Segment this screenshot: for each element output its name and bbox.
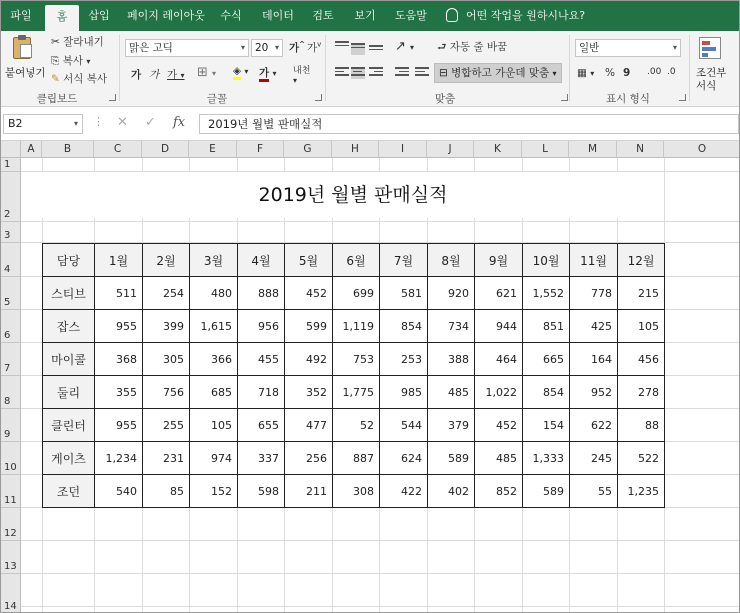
- sales-value-cell[interactable]: 85: [143, 475, 190, 508]
- number-format-select[interactable]: [575, 39, 681, 57]
- sales-value-cell[interactable]: 1,235: [618, 475, 665, 508]
- insert-function-icon[interactable]: fx: [173, 115, 186, 130]
- row-header-2[interactable]: [1, 172, 21, 222]
- column-header-g[interactable]: G: [284, 141, 332, 158]
- row-header-13[interactable]: [1, 541, 21, 574]
- column-header-m[interactable]: M: [569, 141, 617, 158]
- row-number: 14: [4, 601, 17, 612]
- merge-center-button[interactable]: [434, 63, 562, 83]
- gridline: [21, 606, 740, 607]
- sales-value-cell[interactable]: 589: [428, 442, 475, 475]
- column-header-e[interactable]: E: [189, 141, 237, 158]
- table-header-row: [43, 244, 665, 277]
- border-icon[interactable]: ⊞ ▾: [197, 65, 217, 80]
- select-all-corner[interactable]: [1, 141, 21, 158]
- sales-value-cell[interactable]: 955: [95, 310, 143, 343]
- conditional-formatting-button[interactable]: [695, 35, 740, 91]
- sales-value-cell[interactable]: 887: [333, 442, 380, 475]
- sales-value-cell[interactable]: 255: [143, 409, 190, 442]
- sales-value-cell[interactable]: 253: [380, 343, 428, 376]
- ribbon-tab-bar: [1, 1, 740, 31]
- header-cell[interactable]: 6월: [333, 244, 380, 277]
- tab-data[interactable]: 데이터: [262, 9, 294, 22]
- copy-icon: ⎘: [51, 55, 60, 67]
- copy-button[interactable]: [51, 53, 90, 68]
- row-header-8[interactable]: [1, 376, 21, 409]
- align-top-icon[interactable]: [335, 41, 349, 53]
- column-header-n[interactable]: N: [617, 141, 664, 158]
- decrease-decimal-icon[interactable]: .0: [667, 67, 676, 77]
- chevron-down-icon: ▾: [552, 69, 557, 78]
- sales-value-cell[interactable]: 1,022: [475, 376, 523, 409]
- sales-value-cell[interactable]: 598: [238, 475, 285, 508]
- sales-value-cell[interactable]: 1,552: [523, 277, 570, 310]
- row-header-11[interactable]: [1, 475, 21, 508]
- salesperson-cell[interactable]: 스티브: [43, 277, 95, 310]
- fill-color-icon[interactable]: ◈ ▾: [233, 65, 248, 77]
- format-painter-icon: ✎: [51, 73, 60, 85]
- italic-icon[interactable]: 가: [149, 69, 160, 81]
- sales-value-cell[interactable]: 589: [523, 475, 570, 508]
- bold-icon[interactable]: 가: [131, 69, 142, 81]
- sales-value-cell[interactable]: 854: [380, 310, 428, 343]
- underline-icon[interactable]: 가 ▾: [167, 69, 185, 81]
- merge-center-label: 병합하고 가운데 맞춤: [451, 67, 550, 79]
- row-number: 10: [4, 462, 17, 473]
- row-number: 13: [4, 561, 17, 572]
- percent-icon[interactable]: %: [605, 67, 615, 79]
- sales-value-cell[interactable]: 985: [380, 376, 428, 409]
- row-number: 8: [4, 396, 11, 407]
- sales-value-cell[interactable]: 665: [523, 343, 570, 376]
- orientation-icon[interactable]: ↗ ▾: [395, 39, 415, 54]
- name-box[interactable]: [3, 114, 83, 134]
- chevron-down-icon: ▾: [672, 43, 677, 52]
- clipboard-group-label: 클립보드: [36, 93, 78, 105]
- sales-value-cell[interactable]: 655: [238, 409, 285, 442]
- table-row: [43, 442, 665, 475]
- font-name-select[interactable]: [125, 39, 249, 57]
- row-header-4[interactable]: [1, 243, 21, 277]
- row-header-6[interactable]: [1, 310, 21, 343]
- cut-label: 잘라내기: [63, 36, 104, 48]
- sales-value-cell[interactable]: 952: [570, 376, 618, 409]
- more-icon[interactable]: ⋮: [93, 115, 104, 128]
- sales-value-cell[interactable]: 920: [428, 277, 475, 310]
- sales-value-cell[interactable]: 308: [333, 475, 380, 508]
- sheet-title-cell[interactable]: 2019년 월별 판매실적: [42, 172, 664, 218]
- sales-table: [42, 243, 665, 508]
- table-row: [43, 277, 665, 310]
- sales-value-cell[interactable]: 379: [428, 409, 475, 442]
- formula-input[interactable]: 2019년 월별 판매실적: [199, 114, 739, 134]
- header-cell[interactable]: 담당: [43, 244, 95, 277]
- sales-value-cell[interactable]: 540: [95, 475, 143, 508]
- tab-review[interactable]: 검토: [312, 9, 334, 22]
- sales-value-cell[interactable]: 452: [285, 277, 333, 310]
- tell-me-placeholder: 어떤 작업을 원하시나요?: [466, 9, 586, 22]
- row-number: 11: [4, 495, 17, 506]
- header-cell[interactable]: 1월: [95, 244, 143, 277]
- paste-label: 붙여넣기: [5, 67, 46, 79]
- tab-formulas[interactable]: 수식: [220, 9, 242, 22]
- sales-value-cell[interactable]: 1,615: [190, 310, 238, 343]
- sales-value-cell[interactable]: 485: [475, 442, 523, 475]
- sales-value-cell[interactable]: 399: [143, 310, 190, 343]
- tab-help[interactable]: 도움말: [395, 9, 427, 22]
- gridline: [21, 221, 740, 222]
- paste-button[interactable]: [5, 35, 46, 87]
- row-header-9[interactable]: [1, 409, 21, 442]
- header-cell[interactable]: 11월: [570, 244, 618, 277]
- paste-icon: [13, 37, 31, 59]
- sales-value-cell[interactable]: 854: [523, 376, 570, 409]
- sales-value-cell[interactable]: 366: [190, 343, 238, 376]
- copy-label: 복사: [62, 55, 84, 67]
- increase-decimal-icon[interactable]: .00: [647, 67, 662, 77]
- number-group-label: 표시 형식: [606, 93, 650, 105]
- sales-value-cell[interactable]: 753: [333, 343, 380, 376]
- sales-value-cell[interactable]: 105: [618, 310, 665, 343]
- column-header-l[interactable]: L: [522, 141, 569, 158]
- sales-value-cell[interactable]: 215: [618, 277, 665, 310]
- sales-value-cell[interactable]: 955: [95, 409, 143, 442]
- font-color-icon[interactable]: 가 ▾: [259, 65, 277, 80]
- salesperson-cell[interactable]: 조던: [43, 475, 95, 508]
- header-cell[interactable]: 3월: [190, 244, 238, 277]
- salesperson-cell[interactable]: 클린터: [43, 409, 95, 442]
- enter-icon[interactable]: ✓: [145, 115, 156, 130]
- wrap-text-label: 자동 줄 바꿈: [449, 41, 508, 53]
- sales-value-cell[interactable]: 1,333: [523, 442, 570, 475]
- sales-value-cell[interactable]: 1,119: [333, 310, 380, 343]
- row-header-1[interactable]: [1, 158, 21, 172]
- decrease-indent-icon[interactable]: [395, 67, 409, 79]
- chevron-down-icon: ▾: [86, 57, 91, 66]
- row-number: 4: [4, 264, 11, 275]
- sales-value-cell[interactable]: 685: [190, 376, 238, 409]
- decrease-font-icon[interactable]: 가$^v$: [307, 40, 322, 54]
- scissors-icon: ✂: [51, 36, 60, 48]
- sales-value-cell[interactable]: 456: [618, 343, 665, 376]
- chevron-down-icon: ▾: [240, 43, 245, 52]
- font-size-value: 20: [255, 42, 269, 54]
- sales-value-cell[interactable]: 231: [143, 442, 190, 475]
- header-cell[interactable]: 10월: [523, 244, 570, 277]
- conditional-formatting-label-1: 조건부: [696, 67, 727, 79]
- sales-value-cell[interactable]: 756: [143, 376, 190, 409]
- conditional-formatting-icon: [699, 37, 721, 59]
- chevron-down-icon: ▾: [73, 119, 78, 128]
- column-header-a[interactable]: A: [21, 141, 42, 158]
- font-size-select[interactable]: [251, 39, 283, 57]
- comma-style-icon[interactable]: 9: [623, 67, 631, 79]
- table-row: [43, 343, 665, 376]
- sales-value-cell[interactable]: 256: [285, 442, 333, 475]
- row-number: 6: [4, 330, 11, 341]
- sales-value-cell[interactable]: 621: [475, 277, 523, 310]
- header-cell[interactable]: 5월: [285, 244, 333, 277]
- sales-value-cell[interactable]: 852: [475, 475, 523, 508]
- sales-value-cell[interactable]: 944: [475, 310, 523, 343]
- sales-value-cell[interactable]: 622: [570, 409, 618, 442]
- salesperson-cell[interactable]: 둘리: [43, 376, 95, 409]
- sales-value-cell[interactable]: 956: [238, 310, 285, 343]
- sales-value-cell[interactable]: 152: [190, 475, 238, 508]
- sales-value-cell[interactable]: 211: [285, 475, 333, 508]
- sales-value-cell[interactable]: 337: [238, 442, 285, 475]
- lightbulb-icon: [446, 8, 458, 22]
- ribbon-home: [1, 31, 740, 107]
- column-header-c[interactable]: C: [94, 141, 142, 158]
- table-row: [43, 475, 665, 508]
- clipboard-launcher-icon[interactable]: [109, 94, 116, 101]
- conditional-formatting-label-2: 서식: [696, 80, 717, 92]
- sales-value-cell[interactable]: 452: [475, 409, 523, 442]
- sales-value-cell[interactable]: 624: [380, 442, 428, 475]
- sales-value-cell[interactable]: 522: [618, 442, 665, 475]
- row-number: 2: [4, 209, 11, 220]
- header-cell[interactable]: 2월: [143, 244, 190, 277]
- sales-value-cell[interactable]: 355: [95, 376, 143, 409]
- sales-value-cell[interactable]: 511: [95, 277, 143, 310]
- salesperson-cell[interactable]: 잡스: [43, 310, 95, 343]
- sales-value-cell[interactable]: 305: [143, 343, 190, 376]
- sales-value-cell[interactable]: 734: [428, 310, 475, 343]
- salesperson-cell[interactable]: 마이콜: [43, 343, 95, 376]
- header-cell[interactable]: 4월: [238, 244, 285, 277]
- column-header-i[interactable]: I: [379, 141, 427, 158]
- phonetic-icon[interactable]: 내천 ▾: [293, 66, 311, 85]
- tab-file[interactable]: 파일: [10, 9, 32, 22]
- row-header-10[interactable]: [1, 442, 21, 475]
- gridline: [21, 573, 740, 574]
- sales-value-cell[interactable]: 105: [190, 409, 238, 442]
- header-cell[interactable]: 8월: [428, 244, 475, 277]
- increase-font-icon[interactable]: 가^: [289, 40, 306, 54]
- sales-value-cell[interactable]: 718: [238, 376, 285, 409]
- row-header-7[interactable]: [1, 343, 21, 376]
- number-format-value: 일반: [579, 42, 600, 54]
- align-left-icon[interactable]: [335, 67, 349, 79]
- column-header-f[interactable]: F: [237, 141, 284, 158]
- tab-insert[interactable]: 삽입: [88, 9, 110, 22]
- column-header-k[interactable]: K: [474, 141, 522, 158]
- sales-value-cell[interactable]: 778: [570, 277, 618, 310]
- sales-value-cell[interactable]: 544: [380, 409, 428, 442]
- column-header-j[interactable]: J: [427, 141, 474, 158]
- row-header-12[interactable]: [1, 508, 21, 541]
- tab-page-layout[interactable]: 페이지 레이아웃: [127, 9, 205, 22]
- sales-value-cell[interactable]: 477: [285, 409, 333, 442]
- sales-value-cell[interactable]: 278: [618, 376, 665, 409]
- sales-value-cell[interactable]: 368: [95, 343, 143, 376]
- sales-value-cell[interactable]: 352: [285, 376, 333, 409]
- sales-value-cell[interactable]: 581: [380, 277, 428, 310]
- sales-value-cell[interactable]: 154: [523, 409, 570, 442]
- sales-value-cell[interactable]: 402: [428, 475, 475, 508]
- align-bottom-icon[interactable]: [369, 45, 383, 57]
- number-launcher-icon[interactable]: [679, 94, 686, 101]
- header-cell[interactable]: 7월: [380, 244, 428, 277]
- sales-value-cell[interactable]: 888: [238, 277, 285, 310]
- font-group-label: 글꼴: [206, 93, 228, 105]
- align-right-icon[interactable]: [369, 67, 383, 79]
- tab-view[interactable]: 보기: [354, 9, 376, 22]
- row-number: 9: [4, 429, 11, 440]
- sales-value-cell[interactable]: 55: [570, 475, 618, 508]
- column-header-o[interactable]: O: [664, 141, 740, 158]
- chevron-down-icon: ▾: [274, 43, 279, 52]
- sales-value-cell[interactable]: 492: [285, 343, 333, 376]
- sales-value-cell[interactable]: 1,234: [95, 442, 143, 475]
- sales-value-cell[interactable]: 851: [523, 310, 570, 343]
- sales-value-cell[interactable]: 974: [190, 442, 238, 475]
- salesperson-cell[interactable]: 게이츠: [43, 442, 95, 475]
- sales-value-cell[interactable]: 88: [618, 409, 665, 442]
- header-cell[interactable]: 9월: [475, 244, 523, 277]
- row-header-3[interactable]: [1, 222, 21, 243]
- table-row: [43, 376, 665, 409]
- sales-value-cell[interactable]: 425: [570, 310, 618, 343]
- column-header-h[interactable]: H: [332, 141, 379, 158]
- accounting-format-icon[interactable]: ▦ ▾: [577, 67, 595, 79]
- sales-value-cell[interactable]: 480: [190, 277, 238, 310]
- sales-value-cell[interactable]: 388: [428, 343, 475, 376]
- row-header-5[interactable]: [1, 277, 21, 310]
- sales-value-cell[interactable]: 254: [143, 277, 190, 310]
- name-box-value: B2: [8, 117, 23, 130]
- sales-value-cell[interactable]: 599: [285, 310, 333, 343]
- increase-indent-icon[interactable]: [415, 67, 429, 79]
- format-painter-label: 서식 복사: [63, 73, 108, 85]
- format-painter-button[interactable]: [51, 71, 107, 86]
- sales-value-cell[interactable]: 485: [428, 376, 475, 409]
- sales-value-cell[interactable]: 245: [570, 442, 618, 475]
- sales-value-cell[interactable]: 1,775: [333, 376, 380, 409]
- alignment-launcher-icon[interactable]: [561, 94, 568, 101]
- table-row: [43, 310, 665, 343]
- worksheet-grid[interactable]: [21, 158, 740, 613]
- row-number: 7: [4, 363, 11, 374]
- row-header-14[interactable]: [1, 574, 21, 613]
- wrap-text-icon: ⮐: [437, 41, 447, 53]
- group-divider: [689, 35, 690, 101]
- sales-value-cell[interactable]: 699: [333, 277, 380, 310]
- tell-me-search[interactable]: [446, 1, 585, 31]
- wrap-text-button[interactable]: [437, 39, 507, 57]
- font-launcher-icon[interactable]: [315, 94, 322, 101]
- row-number: 5: [4, 297, 11, 308]
- align-middle-icon[interactable]: [351, 43, 365, 55]
- tab-home[interactable]: 홈: [45, 5, 79, 31]
- gridline: [21, 540, 740, 541]
- font-name-value: 맑은 고딕: [129, 42, 173, 54]
- column-header-b[interactable]: B: [42, 141, 94, 158]
- cancel-icon[interactable]: ✕: [117, 115, 128, 130]
- sales-value-cell[interactable]: 464: [475, 343, 523, 376]
- header-cell[interactable]: 12월: [618, 244, 665, 277]
- formula-bar: [1, 107, 740, 141]
- alignment-group-label: 맞춤: [434, 93, 456, 105]
- cut-button[interactable]: [51, 34, 104, 49]
- table-row: [43, 409, 665, 442]
- sales-value-cell[interactable]: 52: [333, 409, 380, 442]
- column-header-d[interactable]: D: [142, 141, 189, 158]
- align-center-icon[interactable]: [351, 67, 365, 79]
- sales-value-cell[interactable]: 455: [238, 343, 285, 376]
- sales-value-cell[interactable]: 422: [380, 475, 428, 508]
- merge-icon: ⊟: [439, 67, 448, 79]
- row-number: 12: [4, 528, 17, 539]
- row-number: 1: [4, 159, 11, 170]
- row-number: 3: [4, 230, 11, 241]
- sales-value-cell[interactable]: 164: [570, 343, 618, 376]
